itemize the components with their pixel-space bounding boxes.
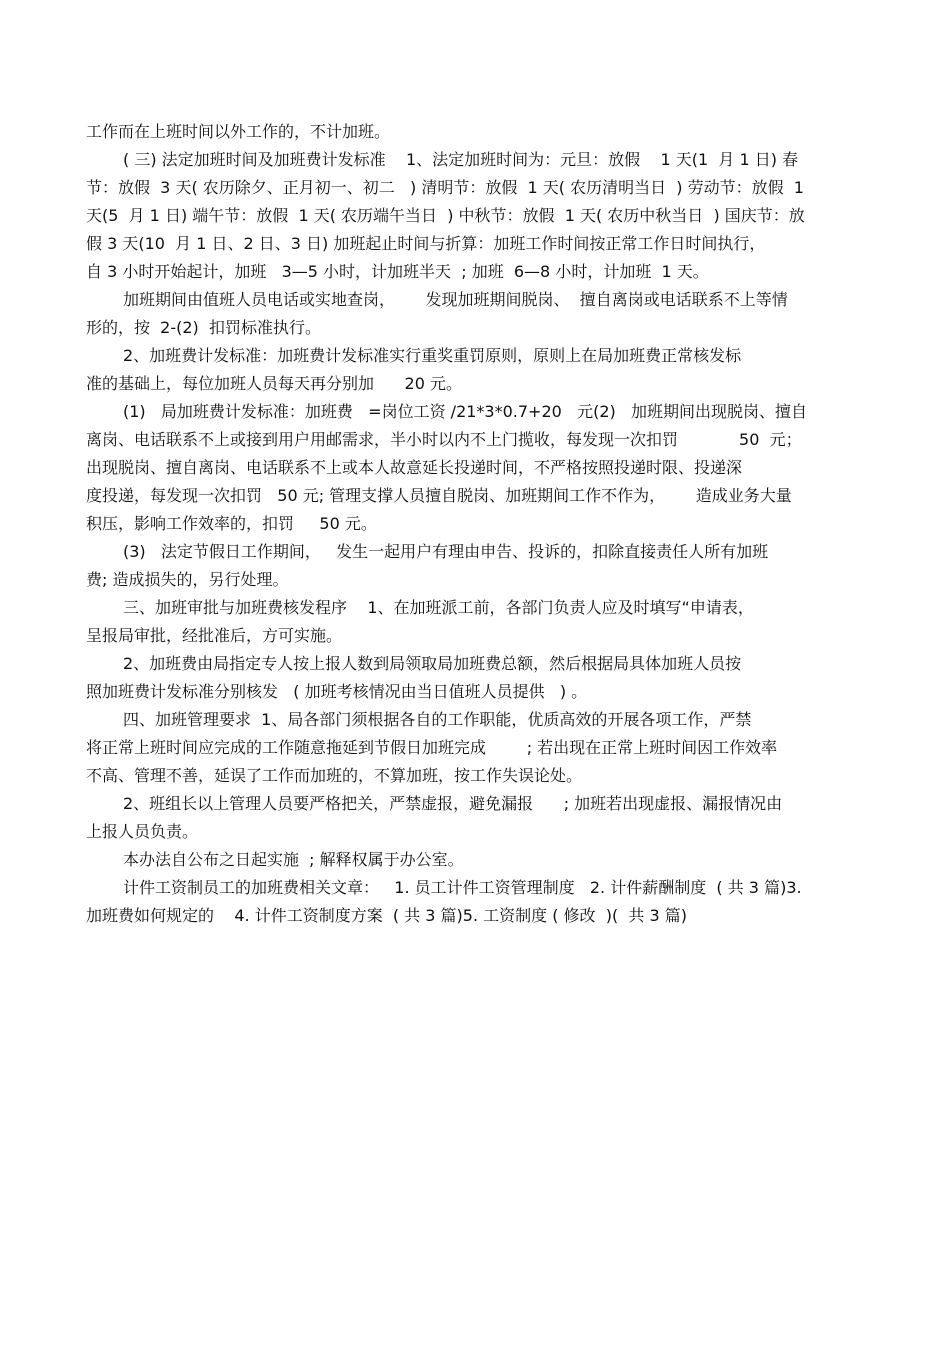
text-line: ( 三) 法定加班时间及加班费计发标准 1、法定加班时间为：元旦：放假 1 天(1 月 1 日) 春 <box>123 150 799 169</box>
text-line: 2、加班费计发标准：加班费计发标准实行重奖重罚原则，原则上在局加班费正常核发标 <box>123 346 742 365</box>
text-line: 呈报局审批，经批准后，方可实施。 <box>86 626 343 645</box>
text-line: 本办法自公布之日起实施 ; 解释权属于办公室。 <box>123 850 464 869</box>
text-line: 计件工资制员工的加班费相关文章： 1. 员工计件工资管理制度 2. 计件薪酬制度 ( 共 3 篇)3. <box>123 878 802 897</box>
text-line: 天(5 月 1 日) 端午节：放假 1 天( 农历端午当日 ) 中秋节：放假 1 天( 农历中秋当日 ) 国庆节：放 <box>86 206 805 225</box>
text-line: (3) 法定节假日工作期间， 发生一起用户有理由申告、投诉的，扣除直接责任人所有加班 <box>123 542 769 561</box>
text-line: 加班期间由值班人员电话或实地查岗， 发现加班期间脱岗、 擅自离岗或电话联系不上等情 <box>123 290 788 309</box>
text-line: 将正常上班时间应完成的工作随意拖延到节假日加班完成 ; 若出现在正常上班时间因工作效率 <box>86 738 778 757</box>
text-line: 三、加班审批与加班费核发程序 1、在加班派工前，各部门负责人应及时填写“申请表， <box>123 598 754 617</box>
text-line: 上报人员负责。 <box>86 822 199 841</box>
text-line: 积压，影响工作效率的，扣罚 50 元。 <box>86 514 377 533</box>
text-line: 加班费如何规定的 4. 计件工资制度方案 ( 共 3 篇)5. 工资制度 ( 修改 )( 共 3 篇) <box>86 906 687 925</box>
text-line: 2、班组长以上管理人员要严格把关，严禁虚报，避免漏报 ; 加班若出现虚报、漏报情况由 <box>123 794 783 813</box>
document-body <box>86 118 876 930</box>
text-line: 四、加班管理要求 1、局各部门须根据各自的工作职能，优质高效的开展各项工作，严禁 <box>123 710 752 729</box>
text-line: 假 3 天(10 月 1 日、2 日、3 日) 加班起止时间与折算：加班工作时间按正常工作日时间执行， <box>86 234 766 253</box>
text-line: 出现脱岗、擅自离岗、电话联系不上或本人故意延长投递时间，不严格按照投递时限、投递深 <box>86 458 743 477</box>
text-line: 度投递，每发现一次扣罚 50 元; 管理支撑人员擅自脱岗、加班期间工作不作为， 造成业务大量 <box>86 486 792 505</box>
text-line: 照加班费计发标准分别核发 ( 加班考核情况由当日值班人员提供 ) 。 <box>86 682 588 701</box>
text-line: 不高、管理不善，延误了工作而加班的，不算加班，按工作失误论处。 <box>86 766 583 785</box>
text-line: 准的基础上，每位加班人员每天再分别加 20 元。 <box>86 374 462 393</box>
text-line: 节：放假 3 天( 农历除夕、正月初一、初二 ) 清明节：放假 1 天( 农历清明当日 ) 劳动节：放假 1 <box>86 178 804 197</box>
text-line: 离岗、电话联系不上或接到用户用邮需求，半小时以内不上门揽收，每发现一次扣罚 50 元； <box>86 430 802 449</box>
text-line: 2、加班费由局指定专人按上报人数到局领取局加班费总额，然后根据局具体加班人员按 <box>123 654 742 673</box>
text-line: 费; 造成损失的，另行处理。 <box>86 570 289 589</box>
text-line: (1) 局加班费计发标准：加班费 =岗位工资 /21*3*0.7+20 元(2) 加班期间出现脱岗、擅自 <box>123 402 807 421</box>
text-line: 工作而在上班时间以外工作的，不计加班。 <box>86 122 391 141</box>
text-line: 形的，按 2-(2) 扣罚标准执行。 <box>86 318 321 337</box>
text-line: 自 3 小时开始起计，加班 3—5 小时，计加班半天 ; 加班 6—8 小时，计加班 1 天。 <box>86 262 709 281</box>
